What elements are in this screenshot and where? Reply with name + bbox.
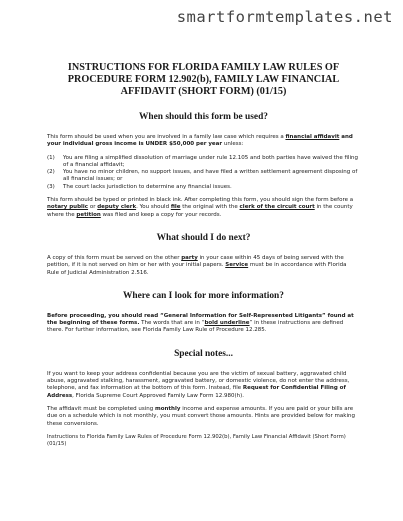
- section-heading-when: When should this form be used?: [139, 112, 268, 122]
- paragraph-confidential-address: If you want to keep your address confidential because you are the victim of sexual battery, aggravated child abuse, aggravated stalking, harassment, aggravated battery, or domestic violence, do not enter the address, telephone, and fax information at the bottom of this form. Instead, file Request for Confidential Filing of Address, Florida Supreme Court Approved Family Law Form 12.980(h).: [47, 370, 350, 399]
- term-petition[interactable]: petition: [76, 211, 101, 218]
- paragraph-how-to-file: This form should be typed or printed in black ink. After completing this form, you should sign the form before a notary public or deputy clerk. You should file the original with the clerk of the circuit court in the county where the petition was filed and keep a copy for your records.: [47, 197, 354, 218]
- list-item: (2) You have no minor children, no support issues, and have filed a written settlement agreement disposing of all financial issues; or: [47, 169, 358, 183]
- site-watermark: smartformtemplates.net: [176, 8, 393, 26]
- list-item: (3) The court lacks jurisdiction to determine any financial issues.: [47, 183, 232, 190]
- term-notary-public[interactable]: notary public: [47, 204, 89, 211]
- term-file[interactable]: file: [170, 204, 181, 211]
- term-bold-underline: bold underline: [204, 320, 250, 327]
- term-deputy-clerk[interactable]: deputy clerk: [97, 204, 137, 211]
- page-footer: Instructions to Florida Family Law Rules of Procedure Form 12.902(b), Family Law Financial Affidavit (Short Form) (01/15): [47, 433, 346, 447]
- section-heading-next: What should I do next?: [156, 232, 251, 243]
- paragraph-when-used: This form should be used when you are involved in a family law case which requires a financial affidavit and your individual gross income is UNDER $50,000 per year unless:: [47, 134, 353, 148]
- section-heading-special-notes: Special notes...: [174, 348, 233, 359]
- document-title: INSTRUCTIONS FOR FLORIDA FAMILY LAW RULES OF PROCEDURE FORM 12.902(b), FAMILY LAW FINANCIAL AFFIDAVIT (SHORT FORM) (01/15): [67, 62, 340, 97]
- list-item: (1) You are filing a simplified dissolution of marriage under rule 12.105 and both parties have waived the filing of a financial affidavit;: [47, 154, 358, 168]
- paragraph-next-steps: A copy of this form must be served on the other party in your case within 45 days of being served with the petition, if it is not served on him or her with your initial papers. Service must be in accordance with Florida Rule of Judicial Administration 2.516.: [47, 254, 347, 276]
- conditions-list: [47, 155, 360, 191]
- term-financial-affidavit[interactable]: financial affidavit: [285, 134, 340, 140]
- term-clerk-circuit-court[interactable]: clerk of the circuit court: [239, 204, 315, 211]
- paragraph-more-info: Before proceeding, you should read “General Information for Self-Represented Litigants” found at the beginning of these forms. The words that are in “bold underline” in these instructions are defined there. For further information, see Florida Family Law Rule of Procedure 12.285.: [47, 312, 354, 334]
- section-heading-more-info: Where can I look for more information?: [123, 290, 284, 301]
- document-page: [47, 62, 360, 448]
- term-service[interactable]: Service: [225, 262, 249, 269]
- paragraph-monthly-amounts: The affidavit must be completed using monthly income and expense amounts. If you are paid or your bills are due on a schedule which is not monthly, you must convert those amounts. Hints are provided below for making these conversions.: [47, 405, 355, 427]
- term-party[interactable]: party: [181, 254, 198, 261]
